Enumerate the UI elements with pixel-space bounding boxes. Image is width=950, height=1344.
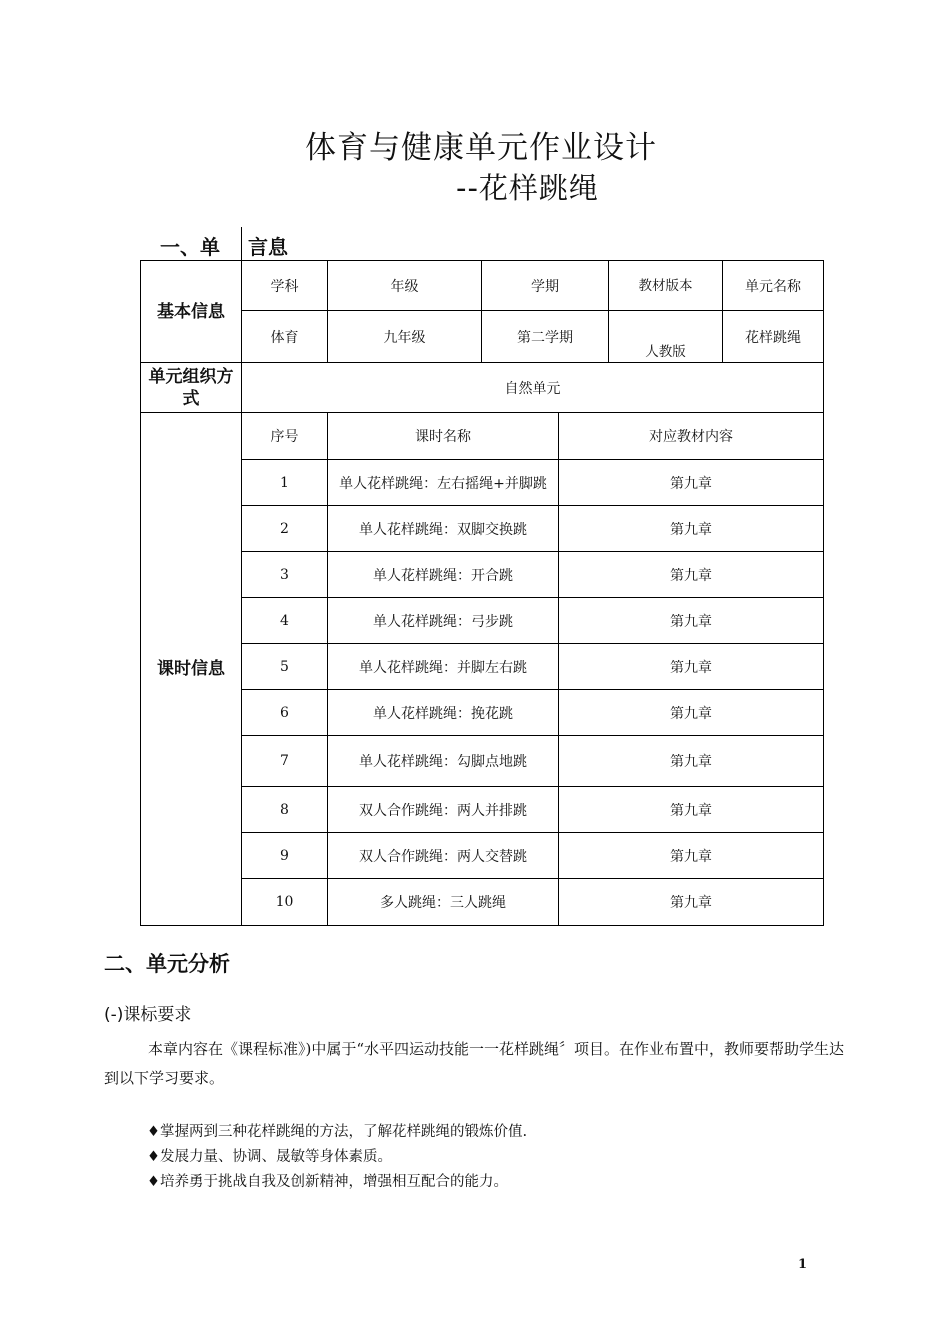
header-subject: 学科 — [242, 261, 328, 311]
lesson-name: 多人跳绳：三人跳绳 — [328, 879, 559, 926]
lesson-no: 6 — [242, 690, 328, 736]
lesson-content: 第九章 — [559, 644, 824, 690]
table-row — [141, 644, 824, 690]
lesson-name: 单人花样跳绳：挽花跳 — [328, 690, 559, 736]
section1-heading-right: 言息 — [248, 235, 288, 259]
lesson-content: 第九章 — [559, 690, 824, 736]
lesson-no: 10 — [242, 879, 328, 926]
value-textbook-version: 人教版 — [609, 311, 723, 363]
unit-info-table — [140, 260, 824, 926]
value-grade: 九年级 — [328, 311, 482, 363]
lesson-no: 1 — [242, 460, 328, 506]
table-row — [141, 506, 824, 552]
lesson-content: 第九章 — [559, 736, 824, 787]
table-row — [141, 879, 824, 926]
lesson-info-label: 课时信息 — [141, 413, 242, 926]
unit-org-label: 单元组织方式 — [141, 363, 242, 413]
lesson-content: 第九章 — [559, 460, 824, 506]
lesson-no: 8 — [242, 787, 328, 833]
lesson-content: 第九章 — [559, 787, 824, 833]
header-textbook-version: 教材版本 — [609, 261, 723, 311]
table-row — [141, 787, 824, 833]
requirement-bullet: ♦掌握两到三种花样跳绳的方法，了解花样跳绳的锻炼价值. — [147, 1124, 528, 1140]
table-row — [141, 552, 824, 598]
basic-info-header-row — [141, 261, 824, 311]
lesson-name: 单人花样跳绳：开合跳 — [328, 552, 559, 598]
table-row — [141, 598, 824, 644]
header-lesson-name: 课时名称 — [328, 413, 559, 460]
lesson-name: 单人花样跳绳：双脚交换跳 — [328, 506, 559, 552]
page-number: 1 — [798, 1257, 808, 1272]
requirements-paragraph: 本章内容在《课程标准》)中属于“水平四运动技能一一花样跳绳〞项目。在作业布置中，教师要帮助学生达到以下学习要求。 — [104, 1040, 845, 1087]
lesson-content: 第九章 — [559, 598, 824, 644]
lesson-no: 3 — [242, 552, 328, 598]
lesson-name: 双人合作跳绳：两人交替跳 — [328, 833, 559, 879]
lesson-content: 第九章 — [559, 552, 824, 598]
lesson-content: 第九章 — [559, 833, 824, 879]
value-term: 第二学期 — [482, 311, 609, 363]
lesson-content: 第九章 — [559, 879, 824, 926]
section2-heading: 二、单元分析 — [104, 952, 230, 976]
lesson-no: 5 — [242, 644, 328, 690]
lesson-name: 双人合作跳绳：两人并排跳 — [328, 787, 559, 833]
document-subtitle: --花样跳绳 — [456, 171, 599, 205]
unit-org-row — [141, 363, 824, 413]
lesson-name: 单人花样跳绳：并脚左右跳 — [328, 644, 559, 690]
requirement-bullet: ♦培养勇于挑战自我及创新精神，增强相互配合的能力。 — [147, 1174, 508, 1190]
lesson-no: 9 — [242, 833, 328, 879]
basic-info-label: 基本信息 — [141, 261, 242, 363]
lesson-name: 单人花样跳绳：勾脚点地跳 — [328, 736, 559, 787]
table-row — [141, 460, 824, 506]
curriculum-requirements-heading: (-)课标要求 — [104, 1005, 192, 1025]
header-seq: 序号 — [242, 413, 328, 460]
unit-org-value: 自然单元 — [242, 363, 824, 413]
table-row — [141, 833, 824, 879]
table-row — [141, 736, 824, 787]
lesson-content: 第九章 — [559, 506, 824, 552]
table-row — [141, 690, 824, 736]
header-term: 学期 — [482, 261, 609, 311]
header-unit-name: 单元名称 — [723, 261, 824, 311]
document-title: 体育与健康单元作业设计 — [305, 130, 657, 166]
basic-info-value-row — [141, 311, 824, 363]
header-grade: 年级 — [328, 261, 482, 311]
requirement-bullet: ♦发展力量、协调、晟敏等身体素质。 — [147, 1149, 392, 1165]
lesson-header-row — [141, 413, 824, 460]
lesson-name: 单人花样跳绳：左右摇绳+并脚跳 — [328, 460, 559, 506]
lesson-no: 7 — [242, 736, 328, 787]
header-textbook-content: 对应教材内容 — [559, 413, 824, 460]
value-unit-name: 花样跳绳 — [723, 311, 824, 363]
lesson-no: 4 — [242, 598, 328, 644]
section1-divider — [241, 227, 242, 260]
lesson-name: 单人花样跳绳：弓步跳 — [328, 598, 559, 644]
section1-heading-left: 一、单 — [160, 235, 220, 259]
value-subject: 体育 — [242, 311, 328, 363]
lesson-no: 2 — [242, 506, 328, 552]
